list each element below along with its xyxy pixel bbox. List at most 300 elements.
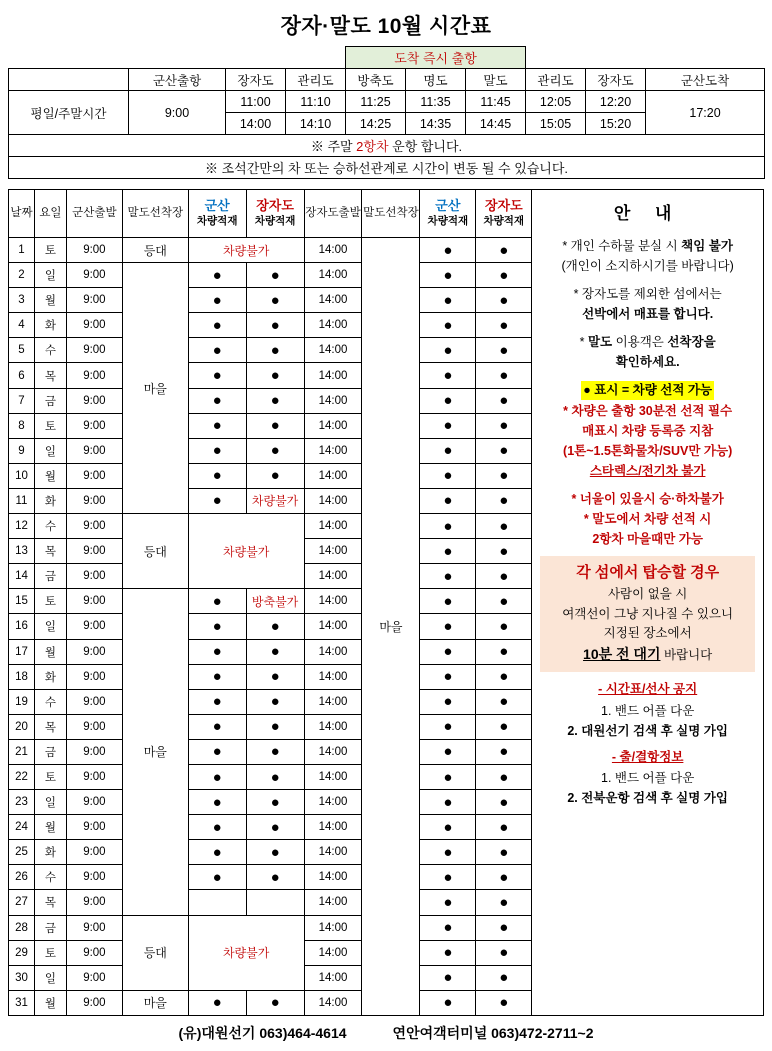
th-jangjado-2: 장자도 [586,69,646,91]
th-jangjado-load-1 [246,190,304,238]
cell-jangjado-load-2 [476,488,532,513]
cell-jangjado-depart: 14:00 [304,890,362,915]
cell-gunsan-depart: 9:00 [66,990,122,1015]
vehicle-available-dot: ● [443,969,453,987]
cell-gunsan-load-1 [188,764,246,789]
cell-jangjado-load-1 [246,438,304,463]
vehicle-available-dot: ● [443,617,453,635]
boarding-notice-box [540,556,755,672]
cell-jangjado-load-2 [476,965,532,990]
th-gunsan-load-2-sub: 차량적재 [427,214,469,227]
table-row [9,238,532,263]
vehicle-available-dot: ● [270,392,280,410]
vehicle-available-dot: ● [270,768,280,786]
cell-jangjado-depart: 14:00 [304,639,362,664]
vehicle-available-dot: ● [499,316,509,334]
vehicle-available-dot: ● [443,367,453,385]
cell-weekday: 목 [34,539,66,564]
cell-date: 20 [9,714,35,739]
info-line-5-pre: * [579,335,588,350]
cell-jangjado-depart: 14:00 [304,990,362,1015]
cell-jangjado-load-1 [246,865,304,890]
cell-date: 12 [9,514,35,539]
vehicle-available-dot: ● [443,592,453,610]
banner-spacer-2 [129,47,226,69]
cell-gunsan-load-2 [420,564,476,589]
note-row-1 [9,135,765,157]
vehicle-available-dot: ● [270,743,280,761]
cell-date: 2 [9,263,35,288]
cell-jangjado-load-2 [476,288,532,313]
t1-jangjado-2: 12:20 [586,91,646,113]
cell-gunsan-depart: 9:00 [66,815,122,840]
t2-myeongdo: 14:35 [406,113,466,135]
vehicle-available-dot: ● [499,843,509,861]
cell-date: 7 [9,388,35,413]
cell-gunsan-depart: 9:00 [66,764,122,789]
cell-gunsan-load-2 [420,463,476,488]
cell-weekday: 월 [34,815,66,840]
cell-jangjado-load-1 [246,463,304,488]
cell-gunsan-load-2 [420,413,476,438]
cell-weekday: 토 [34,413,66,438]
cell-jangjado-load-2 [476,589,532,614]
cell-weekday: 월 [34,288,66,313]
vehicle-available-dot: ● [443,341,453,359]
vehicle-available-dot: ● [443,693,453,711]
cell-gunsan-depart: 9:00 [66,438,122,463]
vehicle-available-dot: ● [212,793,222,811]
cell-weekday: 일 [34,438,66,463]
cell-jangjado-depart: 14:00 [304,664,362,689]
table-row [9,614,532,639]
cell-gunsan-load-1 [188,313,246,338]
cell-gunsan-load-2 [420,388,476,413]
cell-jangjado-depart: 14:00 [304,413,362,438]
boarding-notice-l4 [544,645,751,665]
info-line-5 [538,333,757,351]
vehicle-available-dot: ● [270,467,280,485]
main-section [0,179,772,1016]
cell-gunsan-depart: 9:00 [66,940,122,965]
section-2-item-1: 1. 밴드 어플 다운 [601,770,695,785]
cell-gunsan-load-2 [420,589,476,614]
cell-gunsan-load-1 [188,664,246,689]
cell-gunsan-load-2 [420,438,476,463]
vehicle-available-dot: ● [499,969,509,987]
cell-gunsan-depart: 9:00 [66,338,122,363]
table-row [9,890,532,915]
cell-gunsan-load-2 [420,514,476,539]
vehicle-available-dot: ● [499,643,509,661]
section-2-item-2-text: 2. 전북운항 검색 후 실명 가입 [567,791,728,806]
cell-vehicle-blocked: 차량불가 [188,238,304,263]
top-schedule-section [0,46,772,179]
vehicle-available-dot: ● [443,843,453,861]
cell-date: 17 [9,639,35,664]
cell-gunsan-depart: 9:00 [66,664,122,689]
cell-gunsan-load-1 [188,639,246,664]
cell-gunsan-depart: 9:00 [66,714,122,739]
banner-spacer-3 [226,47,286,69]
vehicle-available-dot: ● [443,893,453,911]
vehicle-available-dot: ● [499,592,509,610]
cell-jangjado-load-1 [246,263,304,288]
table-row [9,514,532,539]
t1-maldo: 11:45 [466,91,526,113]
cell-gunsan-depart: 9:00 [66,614,122,639]
cell-gunsan-load-2 [420,689,476,714]
cell-weekday: 일 [34,965,66,990]
vehicle-available-dot: ● [270,843,280,861]
cell-jangjado-depart: 14:00 [304,965,362,990]
table-row [9,338,532,363]
info-line-6: 확인하세요. [615,355,680,370]
cell-jangjado-depart: 14:00 [304,564,362,589]
boarding-notice-l2: 여객선이 그냥 지나질 수 있으니 [562,606,734,621]
vehicle-available-dot: ● [212,843,222,861]
cell-weekday: 일 [34,614,66,639]
table-row [9,388,532,413]
vehicle-available-dot: ● [499,517,509,535]
table-row [9,664,532,689]
cell-maldo-dock-1: 등대 [122,238,188,263]
table-row [9,488,532,513]
cell-jangjado-load-1 [246,689,304,714]
cell-weekday: 수 [34,865,66,890]
th-date [9,190,35,238]
cell-gunsan-load-1 [188,388,246,413]
cell-weekday: 화 [34,664,66,689]
cell-gunsan-depart: 9:00 [66,865,122,890]
cell-jangjado-load-2 [476,764,532,789]
cell-gunsan-load-2 [420,488,476,513]
cell-jangjado-load-1 [246,413,304,438]
weekend-note [9,135,765,157]
red-note-1: * 차량은 출항 30분전 선적 필수 [563,403,733,418]
cell-gunsan-load-2 [420,915,476,940]
vehicle-available-dot: ● [270,367,280,385]
cell-jangjado-depart: 14:00 [304,940,362,965]
cell-jangjado-depart: 14:00 [304,614,362,639]
th-weekday [34,190,66,238]
cell-weekday: 목 [34,890,66,915]
vehicle-available-dot: ● [270,291,280,309]
info-line-5-bold3: 선착장을 [667,335,716,350]
vehicle-available-dot: ● [499,793,509,811]
cell-weekday: 금 [34,739,66,764]
cell-gunsan-load-2 [420,313,476,338]
t1-myeongdo: 11:35 [406,91,466,113]
cell-jangjado-load-1 [246,388,304,413]
info-line-1 [538,237,757,255]
cell-jangjado-depart: 14:00 [304,815,362,840]
cell-jangjado-depart: 14:00 [304,514,362,539]
cell-gunsan-load-2 [420,790,476,815]
table-row [9,739,532,764]
vehicle-available-dot: ● [212,818,222,836]
cell-jangjado-load-2 [476,388,532,413]
vehicle-available-dot: ● [499,743,509,761]
cell-jangjado-depart: 14:00 [304,689,362,714]
cell-gunsan-load-1 [188,589,246,614]
vehicle-available-dot: ● [443,442,453,460]
cell-gunsan-load-2 [420,990,476,1015]
cell-weekday: 금 [34,388,66,413]
cell-gunsan-load-2 [420,338,476,363]
cell-jangjado-load-1 [246,815,304,840]
cell-gunsan-depart: 9:00 [66,790,122,815]
vehicle-available-dot: ● [443,718,453,736]
vehicle-available-dot: ● [499,944,509,962]
cell-date: 26 [9,865,35,890]
cell-gunsan-depart: 9:00 [66,539,122,564]
cell-gunsan-load-2 [420,815,476,840]
cell-jangjado-load-2 [476,463,532,488]
cell-weekday: 금 [34,564,66,589]
cell-gunsan-load-2 [420,288,476,313]
vehicle-available-dot: ● [499,392,509,410]
cell-jangjado-load-2 [476,790,532,815]
cell-vehicle-blocked: 차량불가 [188,514,304,589]
vehicle-available-dot: ● [212,668,222,686]
th-bangchukdo: 방축도 [346,69,406,91]
table-row [9,413,532,438]
vehicle-available-dot: ● [499,241,509,259]
cell-gunsan-load-1 [188,488,246,513]
th-blank [9,69,129,91]
th-myeongdo: 명도 [406,69,466,91]
red-note-6: * 말도에서 차량 선적 시 [583,512,712,527]
t2-maldo: 14:45 [466,113,526,135]
vehicle-available-dot: ● [443,994,453,1012]
cell-gunsan-depart: 9:00 [66,288,122,313]
vehicle-available-dot: ● [443,868,453,886]
t1-gwallido: 11:10 [286,91,346,113]
t1-gwallido-2: 12:05 [526,91,586,113]
cell-gunsan-load-2 [420,965,476,990]
vehicle-available-dot: ● [499,868,509,886]
vehicle-available-dot: ● [499,617,509,635]
table-row [9,589,532,614]
page-title: 장자·말도 10월 시간표 [280,15,492,38]
cell-weekday: 화 [34,488,66,513]
cell-weekday: 월 [34,463,66,488]
vehicle-available-dot: ● [443,567,453,585]
cell-jangjado-depart: 14:00 [304,714,362,739]
cell-date: 19 [9,689,35,714]
cell-jangjado-depart: 14:00 [304,739,362,764]
cell-maldo-dock-2: 마을 [362,238,420,1016]
th-jangjado-depart-label: 장자도출발 [305,206,361,219]
cell-gunsan-depart: 9:00 [66,589,122,614]
cell-jangjado-depart: 14:00 [304,338,362,363]
cell-date: 22 [9,764,35,789]
cell-maldo-dock-1: 마을 [122,263,188,514]
vehicle-available-dot: ● [443,818,453,836]
vehicle-available-dot: ● [212,868,222,886]
vehicle-available-dot: ● [212,492,222,510]
cell-weekday: 목 [34,363,66,388]
vehicle-available-dot: ● [443,492,453,510]
cell-gunsan-load-1 [188,714,246,739]
cell-date: 11 [9,488,35,513]
cell-gunsan-depart: 9:00 [66,263,122,288]
cell-jangjado-load-2 [476,664,532,689]
vehicle-available-dot: ● [499,818,509,836]
cell-date: 5 [9,338,35,363]
cell-weekday: 토 [34,940,66,965]
gunsan-arrive-time: 17:20 [646,91,765,135]
cell-gunsan-load-2 [420,714,476,739]
table-row [9,288,532,313]
daily-schedule-table [8,189,532,1016]
cell-gunsan-depart: 9:00 [66,890,122,915]
cell-date: 13 [9,539,35,564]
vehicle-available-dot: ● [270,417,280,435]
cell-jangjado-load-2 [476,840,532,865]
section-1-item-1: 1. 밴드 어플 다운 [601,703,695,718]
cell-jangjado-load-1 [246,990,304,1015]
cell-gunsan-load-1 [188,990,246,1015]
cell-gunsan-load-1 [188,338,246,363]
th-gunsan-load-2 [420,190,476,238]
cell-gunsan-load-2 [420,840,476,865]
red-note-5: * 너울이 있을시 승·하차불가 [571,492,724,507]
vehicle-available-dot: ● [499,668,509,686]
weekend-note-red: 2항차 [356,139,389,154]
vehicle-available-dot: ● [499,718,509,736]
info-line-1-pre: * 개인 수하물 분실 시 [562,238,682,253]
cell-gunsan-depart: 9:00 [66,488,122,513]
cell-gunsan-load-1 [188,438,246,463]
vehicle-available-dot: ● [499,768,509,786]
cell-gunsan-load-1 [188,614,246,639]
cell-jangjado-load-1 [246,764,304,789]
cell-jangjado-load-2 [476,865,532,890]
cell-gunsan-depart: 9:00 [66,915,122,940]
cell-gunsan-load-1 [188,790,246,815]
cell-vehicle-blocked: 차량불가 [188,915,304,990]
cell-jangjado-load-1 [246,639,304,664]
vehicle-available-dot: ● [270,316,280,334]
cell-gunsan-depart: 9:00 [66,840,122,865]
vehicle-available-dot: ● [212,316,222,334]
top-header-row [9,69,765,91]
cell-gunsan-depart: 9:00 [66,639,122,664]
th-gunsan-depart: 군산출항 [129,69,226,91]
table-row [9,815,532,840]
cell-gunsan-depart: 9:00 [66,689,122,714]
tide-note: ※ 조석간만의 차 또는 승하선관계로 시간이 변동 될 수 있습니다. [9,157,765,179]
vehicle-available-dot: ● [499,893,509,911]
cell-date: 14 [9,564,35,589]
cell-gunsan-load-1 [188,413,246,438]
cell-gunsan-load-2 [420,363,476,388]
cell-date: 9 [9,438,35,463]
cell-jangjado-load-1: 차량불가 [246,488,304,513]
vehicle-available-dot: ● [270,868,280,886]
cell-gunsan-depart: 9:00 [66,463,122,488]
cell-date: 18 [9,664,35,689]
cell-gunsan-depart: 9:00 [66,238,122,263]
table-row [9,639,532,664]
cell-date: 21 [9,739,35,764]
info-line-4: 선박에서 매표를 합니다. [582,307,714,322]
vehicle-available-dot: ● [270,266,280,284]
vehicle-available-dot: ● [270,442,280,460]
vehicle-available-dot: ● [270,718,280,736]
daily-rows [9,238,532,1016]
cell-jangjado-load-2 [476,990,532,1015]
th-maldo: 말도 [466,69,526,91]
table-row [9,263,532,288]
cell-date: 30 [9,965,35,990]
vehicle-available-dot: ● [212,592,222,610]
cell-gunsan-depart: 9:00 [66,413,122,438]
vehicle-available-dot: ● [443,542,453,560]
cell-date: 6 [9,363,35,388]
cell-jangjado-depart: 14:00 [304,388,362,413]
cell-weekday: 화 [34,840,66,865]
cell-gunsan-load-2 [420,764,476,789]
vehicle-available-dot: ● [499,542,509,560]
cell-gunsan-load-1 [188,890,246,915]
vehicle-available-dot: ● [499,442,509,460]
cell-gunsan-load-1 [188,865,246,890]
cell-jangjado-load-1 [246,313,304,338]
banner-spacer-6 [586,47,646,69]
vehicle-available-dot: ● [499,291,509,309]
cell-gunsan-depart: 9:00 [66,388,122,413]
cell-jangjado-load-2 [476,514,532,539]
vehicle-available-dot: ● [499,693,509,711]
table-row [9,714,532,739]
table-row [9,915,532,940]
cell-jangjado-load-2 [476,614,532,639]
table-row [9,790,532,815]
cell-gunsan-load-2 [420,238,476,263]
vehicle-available-dot: ● [212,367,222,385]
table-row [9,313,532,338]
vehicle-available-dot: ● [499,994,509,1012]
table-row [9,840,532,865]
info-line-5-post: 이용객은 [612,335,668,350]
table-row [9,363,532,388]
vehicle-available-dot: ● [443,241,453,259]
cell-maldo-dock-1: 등대 [122,915,188,990]
vehicle-available-dot: ● [212,994,222,1012]
vehicle-available-dot: ● [270,668,280,686]
vehicle-available-dot: ● [212,693,222,711]
cell-weekday: 수 [34,689,66,714]
info-line-5-bold: 말도 [587,335,613,350]
cell-jangjado-load-2 [476,238,532,263]
t2-jangjado-2: 15:20 [586,113,646,135]
cell-gunsan-depart: 9:00 [66,564,122,589]
vehicle-available-dot: ● [270,643,280,661]
cell-date: 31 [9,990,35,1015]
cell-date: 1 [9,238,35,263]
vehicle-available-dot: ● [212,768,222,786]
boarding-notice-l1: 사람이 없을 시 [607,587,688,602]
vehicle-legend [538,381,757,399]
cell-jangjado-load-1 [246,338,304,363]
vehicle-available-dot: ● [212,617,222,635]
top-row-1 [9,91,765,113]
info-title: 안 내 [613,204,682,223]
vehicle-available-dot: ● [212,743,222,761]
